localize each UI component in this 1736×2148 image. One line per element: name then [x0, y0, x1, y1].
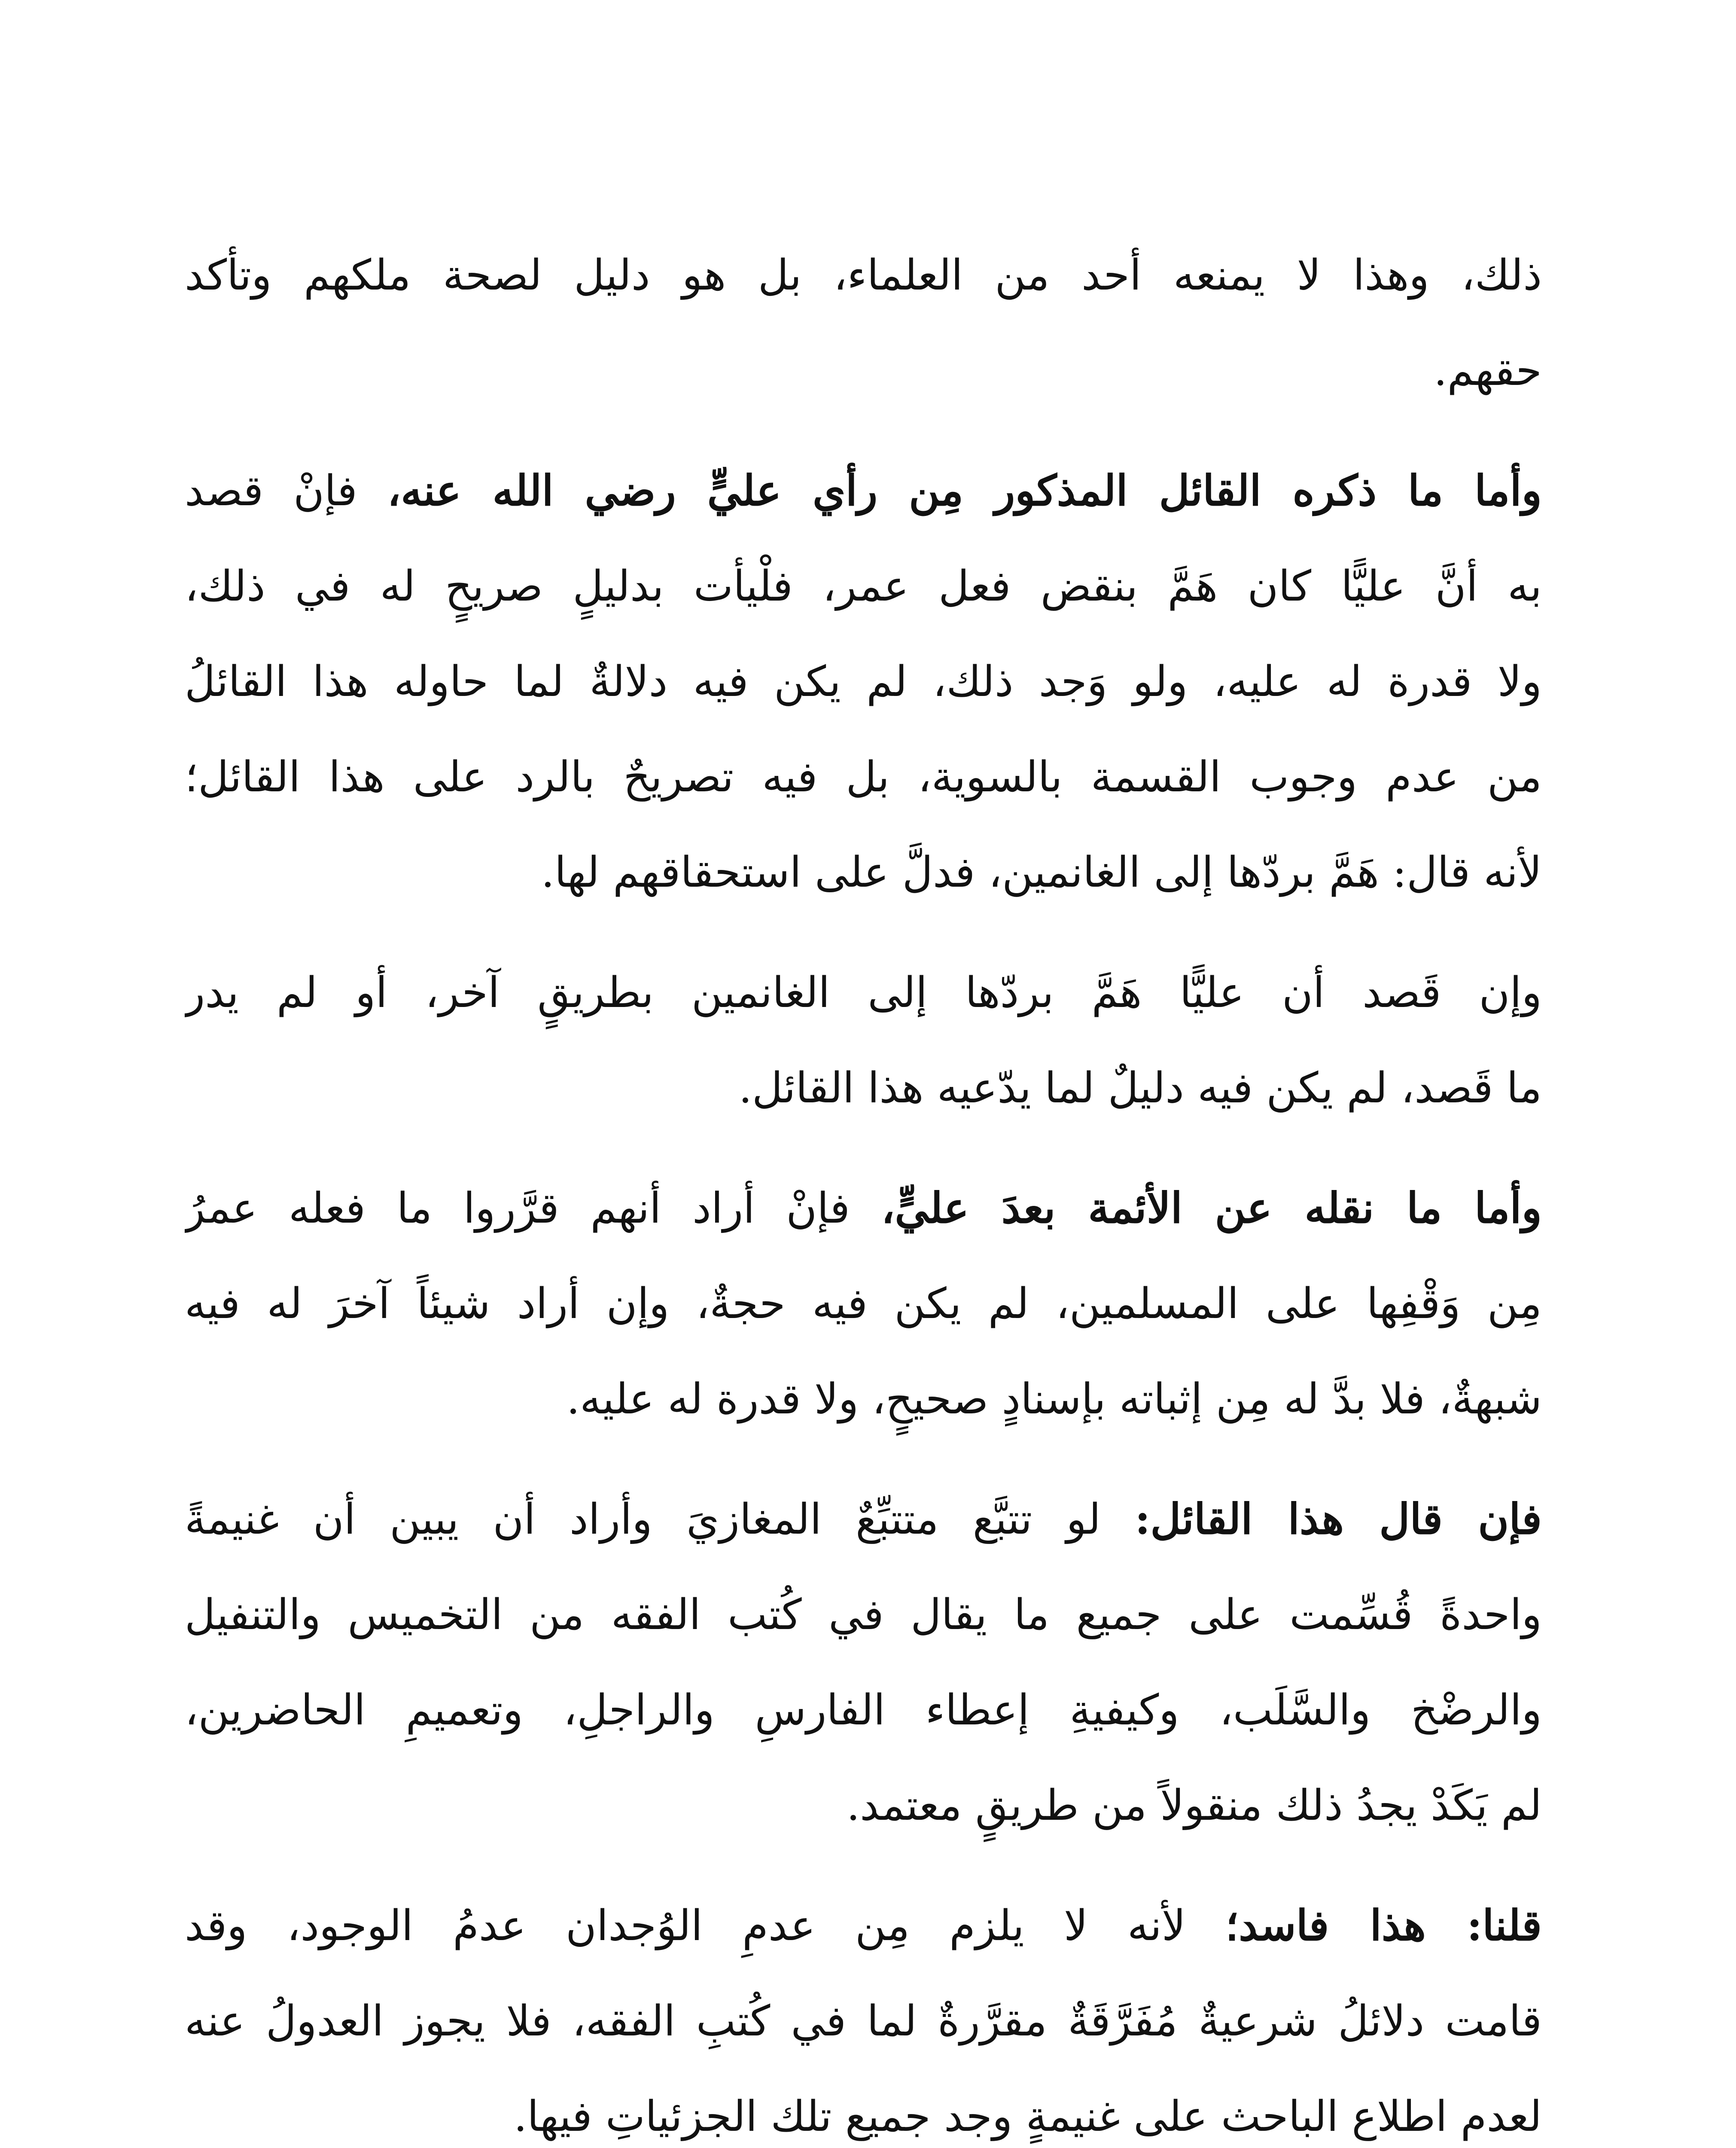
paragraph-3 — [185, 945, 1542, 1136]
paragraph-5 — [185, 1472, 1542, 1853]
line-text: مِن وَقْفِها على المسلمين، لم يكن فيه حجةٌ، وإن أراد شيئاً آخرَ له فيه — [185, 1279, 1542, 1328]
line-text: شبهةٌ، فلا بدَّ له مِن إثباته بإسنادٍ صحيحٍ، ولا قدرة له عليه. — [566, 1375, 1542, 1424]
text-line — [185, 729, 1542, 825]
text-line — [185, 323, 1542, 418]
text-line — [185, 1256, 1542, 1352]
text-line — [185, 945, 1542, 1040]
page-body-text — [185, 228, 1542, 2148]
line-text: ذلك، وهذا لا يمنعه أحد من العلماء، بل هو دليل لصحة ملكهم وتأكد — [185, 251, 1542, 300]
text-line — [185, 1472, 1542, 1567]
text-line — [185, 539, 1542, 634]
line-text: قامت دلائلُ شرعيةٌ مُفَرَّقَةٌ مقرَّرةٌ لما في كُتبِ الفقه، فلا يجوز العدولُ عنه — [185, 1997, 1542, 2046]
paragraph-2 — [185, 443, 1542, 920]
text-line — [185, 1878, 1542, 1974]
text-line — [185, 634, 1542, 729]
text-line — [185, 1974, 1542, 2069]
line-text: وإن قَصد أن عليًّا هَمَّ بردّها إلى الغانمين بطريقٍ آخر، أو لم يدر — [185, 968, 1542, 1017]
line-text: به أنَّ عليًّا كان هَمَّ بنقض فعل عمر، فلْيأت بدليلٍ صريحٍ له في ذلك، — [185, 562, 1542, 611]
bold-lead: وأما ما نقله عن الأئمة بعدَ عليٍّ، — [881, 1184, 1542, 1233]
text-line — [185, 228, 1542, 323]
line-text: لأنه قال: هَمَّ بردّها إلى الغانمين، فدلَّ على استحقاقهم لها. — [541, 848, 1542, 897]
line-text: فإنْ قصد — [185, 467, 387, 516]
line-text: لم يَكَدْ يجدُ ذلك منقولاً من طريقٍ معتمد. — [847, 1781, 1542, 1830]
text-line — [185, 1161, 1542, 1256]
line-text: حقهم. — [1434, 346, 1542, 395]
bold-lead: فإن قال هذا القائل: — [1135, 1495, 1542, 1544]
line-text: فإنْ أراد أنهم قرَّروا ما فعله عمرُ — [185, 1184, 881, 1233]
text-line — [185, 1567, 1542, 1663]
line-text: لأنه لا يلزم مِن عدمِ الوُجدان عدمُ الوجود، وقد — [185, 1901, 1225, 1950]
paragraph-1 — [185, 228, 1542, 418]
text-line — [185, 443, 1542, 539]
line-text: والرضْخ والسَّلَب، وكيفيةِ إعطاء الفارسِ والراجلِ، وتعميمِ الحاضرين، — [185, 1686, 1542, 1735]
line-text: لو تتبَّع متتبِّعٌ المغازيَ وأراد أن يبين أن غنيمةً — [185, 1495, 1135, 1544]
paragraph-6 — [185, 1878, 1542, 2148]
line-text: ما قَصد، لم يكن فيه دليلٌ لما يدّعيه هذا القائل. — [738, 1064, 1542, 1113]
line-text: لعدم اطلاع الباحث على غنيمةٍ وجد جميع تلك الجزئياتِ فيها. — [514, 2092, 1542, 2141]
paragraph-4 — [185, 1161, 1542, 1447]
line-text: ولا قدرة له عليه، ولو وَجد ذلك، لم يكن فيه دلالةٌ لما حاوله هذا القائلُ — [185, 657, 1542, 706]
bold-lead: وأما ما ذكره القائل المذكور مِن رأي عليٍّ رضي الله عنه، — [387, 466, 1542, 516]
text-line — [185, 1663, 1542, 1758]
text-line — [185, 2069, 1542, 2148]
text-line — [185, 1352, 1542, 1447]
bold-lead: قلنا: هذا فاسد؛ — [1225, 1901, 1542, 1950]
text-line — [185, 825, 1542, 920]
line-text: واحدةً قُسِّمت على جميع ما يقال في كُتب الفقه من التخميس والتنفيل — [185, 1590, 1542, 1639]
text-line — [185, 1758, 1542, 1853]
line-text: من عدم وجوب القسمة بالسوية، بل فيه تصريحٌ بالرد على هذا القائل؛ — [185, 753, 1542, 802]
text-line — [185, 1040, 1542, 1136]
